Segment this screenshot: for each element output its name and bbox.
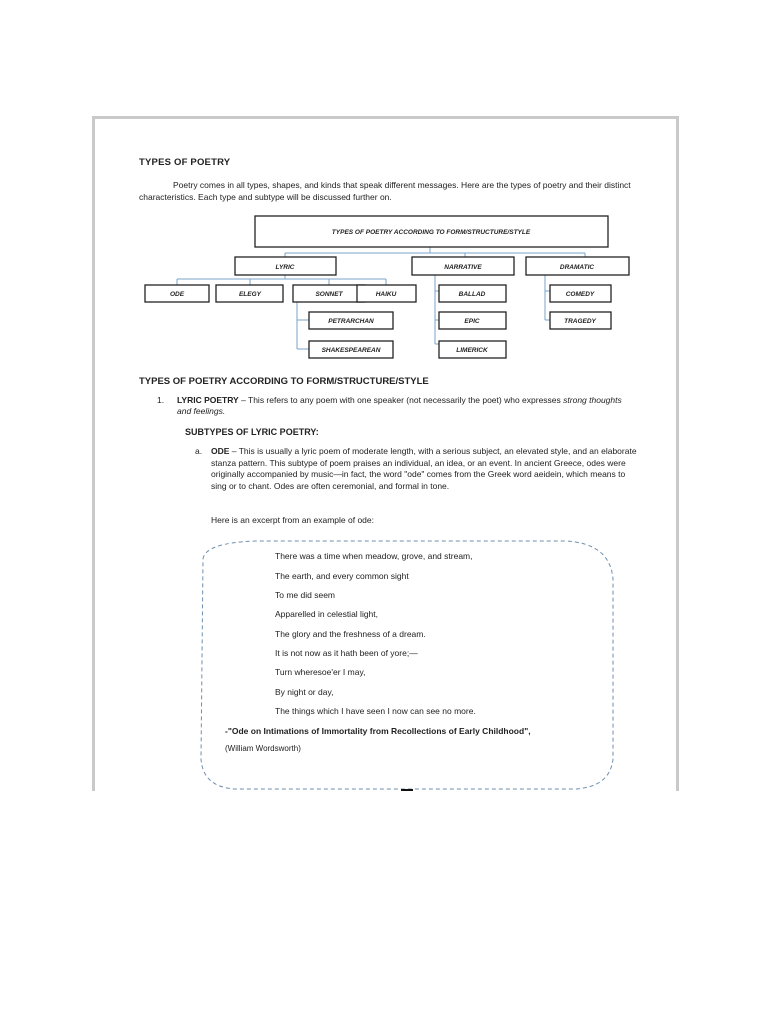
poem-line: The things which I have seen I now can see no more. [275,706,476,716]
ode-definition: – This is usually a lyric poem of moderate length, with a serious subject, an elevated style, and an elaborate stanza pattern. This subtype of poem praises an individual, an idea, or an event. In ancient Greece, odes were originally accompanied by music—in fact, the word "ode" comes from the Greek word aeidein, which means to sing or to chant. Odes are often ceremonial, and formal in tone. [211,446,637,491]
node-ballad-label: BALLAD [458,291,486,298]
node-petrarchan-label: PETRARCHAN [328,318,374,325]
node-shakespearean-label: SHAKESPEAREAN [321,347,381,354]
poem-author: (William Wordsworth) [225,744,301,753]
poem-attribution: -"Ode on Intimations of Immortality from Recollections of Early Childhood", [225,726,531,736]
poem-line: By night or day, [275,687,334,697]
term-lyric-poetry: LYRIC POETRY [177,395,239,405]
node-limerick-label: LIMERICK [456,347,488,354]
poem-line: Apparelled in celestial light, [275,609,379,619]
node-elegy-label: ELEGY [238,291,262,298]
node-ode-label: ODE [169,291,185,298]
document-page [92,116,679,791]
list-letter: a. [195,446,203,456]
document-title: TYPES OF POETRY [139,157,231,168]
node-haiku-label: HAIKU [375,291,397,298]
excerpt-intro: Here is an excerpt from an example of ode: [211,515,374,525]
node-sonnet-label: SONNET [315,291,343,298]
poem-line: The earth, and every common sight [275,571,409,581]
page-number-mark [401,789,413,791]
node-lyric-label: LYRIC [275,264,295,271]
poem-line: The glory and the freshness of a dream. [275,629,426,639]
node-epic-label: EPIC [464,318,480,325]
intro-paragraph: Poetry comes in all types, shapes, and kinds that speak different messages. Here are the types of poetry and their distinct characteristics. Each type and subtype will be discussed further on. [139,180,631,202]
node-comedy-label: COMEDY [565,291,595,298]
term-ode: ODE [211,446,230,456]
section-heading: TYPES OF POETRY ACCORDING TO FORM/STRUCTURE/STYLE [139,376,429,387]
poem-line: Turn wheresoe'er I may, [275,667,366,677]
lyric-definition: – This refers to any poem with one speaker (not necessarily the poet) who expresses [238,395,564,405]
node-tragedy-label: TRAGEDY [564,318,596,325]
node-root-label: TYPES OF POETRY ACCORDING TO FORM/STRUCTURE/STYLE [331,229,531,236]
lyric-definition-italic: strong thoughts and feelings. [177,395,622,416]
subtypes-heading: SUBTYPES OF LYRIC POETRY: [185,427,319,437]
poem-line: There was a time when meadow, grove, and stream, [275,551,473,561]
poem-line: To me did seem [275,590,335,600]
poem-frame [95,119,679,791]
node-narrative-label: NARRATIVE [444,264,482,271]
poem-line: It is not now as it hath been of yore;— [275,648,418,658]
node-dramatic-label: DRAMATIC [559,264,595,271]
list-number: 1. [157,395,165,405]
